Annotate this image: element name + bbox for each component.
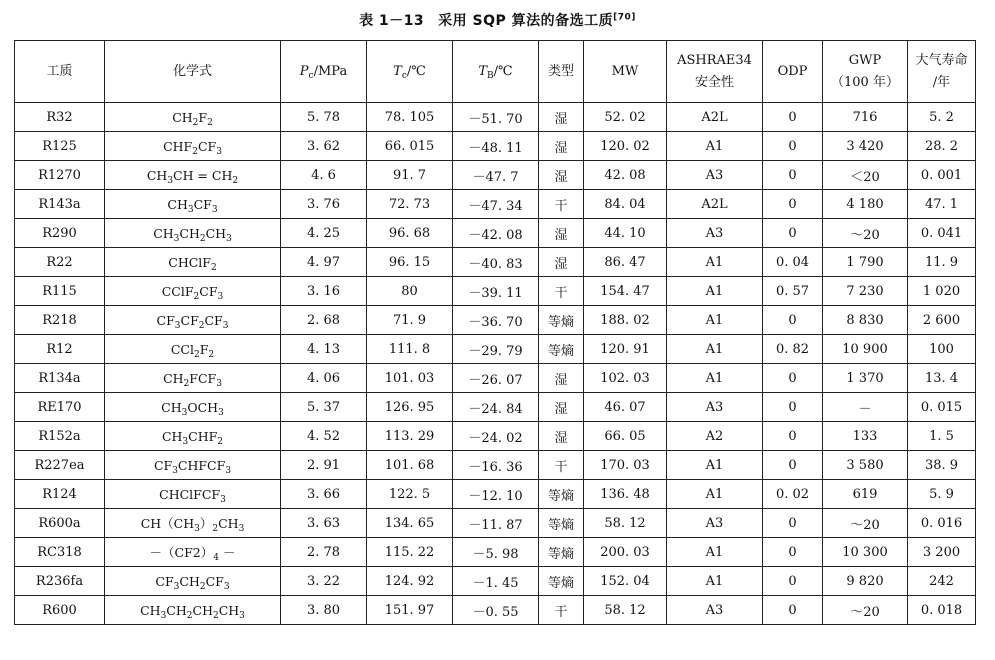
fluid-cell: R218 — [15, 306, 105, 335]
type-cell: 等熵 — [539, 567, 584, 596]
formula-cell: $CH_3OCH_3$ — [105, 393, 281, 422]
gwp-cell: ＜20 — [823, 161, 908, 190]
critical-pressure-cell: 5. 78 — [281, 103, 367, 132]
type-cell: 湿 — [539, 422, 584, 451]
lifetime-cell: 3 200 — [908, 538, 976, 567]
ashrae-cell: A2L — [667, 190, 763, 219]
type-cell: 湿 — [539, 248, 584, 277]
table-row — [15, 596, 976, 625]
reference-mark: [70] — [613, 12, 636, 23]
fluid-cell: R600a — [15, 509, 105, 538]
critical-pressure-cell: 5. 37 — [281, 393, 367, 422]
odp-cell: 0 — [763, 219, 823, 248]
table-row — [15, 190, 976, 219]
critical-temperature-cell: 101. 68 — [367, 451, 453, 480]
gwp-cell: 9 820 — [823, 567, 908, 596]
table-row — [15, 538, 976, 567]
fluid-cell: RC318 — [15, 538, 105, 567]
boiling-temperature-cell: －47. 7 — [453, 161, 539, 190]
boiling-temperature-cell: －16. 36 — [453, 451, 539, 480]
lifetime-cell: 28. 2 — [908, 132, 976, 161]
mw-cell: 44. 10 — [584, 219, 667, 248]
critical-temperature-cell: 71. 9 — [367, 306, 453, 335]
formula-cell: $CCl_2F_2$ — [105, 335, 281, 364]
odp-cell: 0 — [763, 393, 823, 422]
lifetime-cell: 0. 018 — [908, 596, 976, 625]
critical-pressure-cell: 3. 66 — [281, 480, 367, 509]
table-row — [15, 567, 976, 596]
boiling-temperature-cell: －24. 84 — [453, 393, 539, 422]
critical-temperature-cell: 111. 8 — [367, 335, 453, 364]
gwp-cell: 1 370 — [823, 364, 908, 393]
boiling-temperature-cell: －47. 34 — [453, 190, 539, 219]
gwp-cell: 4 180 — [823, 190, 908, 219]
boiling-temperature-cell: －12. 10 — [453, 480, 539, 509]
critical-pressure-cell: 4. 97 — [281, 248, 367, 277]
mw-cell: 42. 08 — [584, 161, 667, 190]
gwp-cell: 10 900 — [823, 335, 908, 364]
lifetime-cell: 0. 016 — [908, 509, 976, 538]
boiling-temperature-cell: －0. 55 — [453, 596, 539, 625]
boiling-temperature-cell: －40. 83 — [453, 248, 539, 277]
formula-cell: $CH_3CF_3$ — [105, 190, 281, 219]
header-mw: MW — [584, 41, 667, 103]
odp-cell: 0 — [763, 567, 823, 596]
fluid-cell: R125 — [15, 132, 105, 161]
odp-cell: 0. 02 — [763, 480, 823, 509]
ashrae-cell: A3 — [667, 509, 763, 538]
lifetime-cell: 5. 9 — [908, 480, 976, 509]
ashrae-cell: A1 — [667, 567, 763, 596]
gwp-cell: 8 830 — [823, 306, 908, 335]
formula-cell: $CH_3CH_2CH_3$ — [105, 219, 281, 248]
odp-cell: 0 — [763, 538, 823, 567]
gwp-cell: 1 790 — [823, 248, 908, 277]
gwp-cell: 3 420 — [823, 132, 908, 161]
type-cell: 湿 — [539, 132, 584, 161]
odp-cell: 0 — [763, 422, 823, 451]
fluid-cell: R152a — [15, 422, 105, 451]
critical-pressure-cell: 4. 25 — [281, 219, 367, 248]
type-cell: 湿 — [539, 161, 584, 190]
critical-temperature-cell: 72. 73 — [367, 190, 453, 219]
ashrae-cell: A3 — [667, 161, 763, 190]
critical-pressure-cell: 3. 76 — [281, 190, 367, 219]
critical-pressure-cell: 2. 78 — [281, 538, 367, 567]
table-row — [15, 393, 976, 422]
mw-cell: 120. 02 — [584, 132, 667, 161]
header-critical-temperature: $T_c/℃$ — [367, 41, 453, 103]
fluid-cell: RE170 — [15, 393, 105, 422]
type-cell: 湿 — [539, 364, 584, 393]
type-cell: 等熵 — [539, 480, 584, 509]
lifetime-cell: 100 — [908, 335, 976, 364]
critical-pressure-cell: 3. 80 — [281, 596, 367, 625]
fluid-cell: R227ea — [15, 451, 105, 480]
fluid-cell: R22 — [15, 248, 105, 277]
critical-temperature-cell: 124. 92 — [367, 567, 453, 596]
header-odp: ODP — [763, 41, 823, 103]
lifetime-cell: 0. 041 — [908, 219, 976, 248]
boiling-temperature-cell: －1. 45 — [453, 567, 539, 596]
table-row — [15, 103, 976, 132]
formula-cell: $CF_3CH_2CF_3$ — [105, 567, 281, 596]
gwp-cell: 7 230 — [823, 277, 908, 306]
lifetime-cell: 1 020 — [908, 277, 976, 306]
odp-cell: 0 — [763, 509, 823, 538]
boiling-temperature-cell: －51. 70 — [453, 103, 539, 132]
lifetime-cell: 2 600 — [908, 306, 976, 335]
mw-cell: 102. 03 — [584, 364, 667, 393]
critical-pressure-cell: 3. 63 — [281, 509, 367, 538]
type-cell: 等熵 — [539, 509, 584, 538]
table-row — [15, 480, 976, 509]
type-cell: 等熵 — [539, 538, 584, 567]
critical-temperature-cell: 91. 7 — [367, 161, 453, 190]
type-cell: 等熵 — [539, 335, 584, 364]
mw-cell: 154. 47 — [584, 277, 667, 306]
header-boiling-temperature: $T_B/℃$ — [453, 41, 539, 103]
lifetime-cell: 0. 015 — [908, 393, 976, 422]
mw-cell: 152. 04 — [584, 567, 667, 596]
critical-pressure-cell: 2. 68 — [281, 306, 367, 335]
ashrae-cell: A2L — [667, 103, 763, 132]
fluid-cell: R236fa — [15, 567, 105, 596]
lifetime-cell: 47. 1 — [908, 190, 976, 219]
gwp-cell: 10 300 — [823, 538, 908, 567]
header-row — [15, 41, 976, 103]
refrigerant-table — [14, 40, 976, 625]
type-cell: 干 — [539, 190, 584, 219]
critical-pressure-cell: 3. 62 — [281, 132, 367, 161]
lifetime-cell: 242 — [908, 567, 976, 596]
ashrae-cell: A3 — [667, 219, 763, 248]
odp-cell: 0. 04 — [763, 248, 823, 277]
header-gwp: GWP （100 年） — [823, 41, 908, 103]
boiling-temperature-cell: －39. 11 — [453, 277, 539, 306]
odp-cell: 0 — [763, 306, 823, 335]
type-cell: 干 — [539, 277, 584, 306]
table-row — [15, 422, 976, 451]
critical-temperature-cell: 113. 29 — [367, 422, 453, 451]
formula-cell: $CF_3CF_2CF_3$ — [105, 306, 281, 335]
formula-cell: $CH_2FCF_3$ — [105, 364, 281, 393]
fluid-cell: R12 — [15, 335, 105, 364]
table-row — [15, 248, 976, 277]
fluid-cell: R134a — [15, 364, 105, 393]
formula-cell: $CClF_2CF_3$ — [105, 277, 281, 306]
odp-cell: 0 — [763, 596, 823, 625]
critical-temperature-cell: 80 — [367, 277, 453, 306]
lifetime-cell: 1. 5 — [908, 422, 976, 451]
mw-cell: 170. 03 — [584, 451, 667, 480]
boiling-temperature-cell: －42. 08 — [453, 219, 539, 248]
critical-temperature-cell: 134. 65 — [367, 509, 453, 538]
table-number: 表 1－13 — [359, 13, 425, 29]
gwp-cell: ～20 — [823, 219, 908, 248]
formula-cell: CHClF$_2$ — [105, 248, 281, 277]
lifetime-cell: 0. 001 — [908, 161, 976, 190]
ashrae-cell: A1 — [667, 306, 763, 335]
formula-cell: $CH_2F_2$ — [105, 103, 281, 132]
formula-cell: $CH_3CH_2CH_2CH_3$ — [105, 596, 281, 625]
mw-cell: 52. 02 — [584, 103, 667, 132]
critical-pressure-cell: 4. 52 — [281, 422, 367, 451]
formula-cell: $CH_3CHF_2$ — [105, 422, 281, 451]
ashrae-cell: A1 — [667, 277, 763, 306]
header-lifetime: 大气寿命 /年 — [908, 41, 976, 103]
fluid-cell: R600 — [15, 596, 105, 625]
boiling-temperature-cell: －24. 02 — [453, 422, 539, 451]
table-row — [15, 161, 976, 190]
header-ashrae: ASHRAE34 安全性 — [667, 41, 763, 103]
odp-cell: 0 — [763, 132, 823, 161]
boiling-temperature-cell: －36. 70 — [453, 306, 539, 335]
formula-cell: $CH_3CH = CH_2$ — [105, 161, 281, 190]
ashrae-cell: A1 — [667, 364, 763, 393]
mw-cell: 84. 04 — [584, 190, 667, 219]
fluid-cell: R115 — [15, 277, 105, 306]
mw-cell: 200. 03 — [584, 538, 667, 567]
table-row — [15, 335, 976, 364]
header-formula: 化学式 — [105, 41, 281, 103]
odp-cell: 0 — [763, 364, 823, 393]
ashrae-cell: A1 — [667, 451, 763, 480]
mw-cell: 58. 12 — [584, 596, 667, 625]
fluid-cell: R1270 — [15, 161, 105, 190]
type-cell: 湿 — [539, 103, 584, 132]
critical-pressure-cell: 3. 16 — [281, 277, 367, 306]
type-cell: 等熵 — [539, 306, 584, 335]
critical-temperature-cell: 151. 97 — [367, 596, 453, 625]
formula-cell: CHClFCF$_3$ — [105, 480, 281, 509]
gwp-cell: 716 — [823, 103, 908, 132]
boiling-temperature-cell: －11. 87 — [453, 509, 539, 538]
ashrae-cell: A1 — [667, 335, 763, 364]
critical-temperature-cell: 101. 03 — [367, 364, 453, 393]
mw-cell: 46. 07 — [584, 393, 667, 422]
table-row — [15, 509, 976, 538]
table-row — [15, 451, 976, 480]
odp-cell: 0 — [763, 161, 823, 190]
type-cell: 湿 — [539, 393, 584, 422]
critical-temperature-cell: 66. 015 — [367, 132, 453, 161]
fluid-cell: R290 — [15, 219, 105, 248]
mw-cell: 120. 91 — [584, 335, 667, 364]
boiling-temperature-cell: －5. 98 — [453, 538, 539, 567]
ashrae-cell: A1 — [667, 480, 763, 509]
ashrae-cell: A1 — [667, 248, 763, 277]
type-cell: 干 — [539, 451, 584, 480]
odp-cell: 0 — [763, 190, 823, 219]
fluid-cell: R124 — [15, 480, 105, 509]
critical-pressure-cell: 4. 13 — [281, 335, 367, 364]
ashrae-cell: A3 — [667, 393, 763, 422]
critical-temperature-cell: 115. 22 — [367, 538, 453, 567]
type-cell: 湿 — [539, 219, 584, 248]
critical-pressure-cell: 4. 6 — [281, 161, 367, 190]
gwp-cell: 133 — [823, 422, 908, 451]
formula-cell: $CHF_2CF_3$ — [105, 132, 281, 161]
gwp-cell: 619 — [823, 480, 908, 509]
mw-cell: 188. 02 — [584, 306, 667, 335]
type-cell: 干 — [539, 596, 584, 625]
critical-temperature-cell: 78. 105 — [367, 103, 453, 132]
mw-cell: 86. 47 — [584, 248, 667, 277]
ashrae-cell: A2 — [667, 422, 763, 451]
critical-pressure-cell: 2. 91 — [281, 451, 367, 480]
odp-cell: 0. 57 — [763, 277, 823, 306]
table-title: 采用 SQP 算法的备选工质 — [438, 13, 614, 29]
lifetime-cell: 11. 9 — [908, 248, 976, 277]
critical-temperature-cell: 96. 15 — [367, 248, 453, 277]
table-row — [15, 364, 976, 393]
lifetime-cell: 5. 2 — [908, 103, 976, 132]
table-row — [15, 277, 976, 306]
table-row — [15, 219, 976, 248]
boiling-temperature-cell: －29. 79 — [453, 335, 539, 364]
mw-cell: 58. 12 — [584, 509, 667, 538]
header-fluid: 工质 — [15, 41, 105, 103]
odp-cell: 0 — [763, 451, 823, 480]
fluid-cell: R143a — [15, 190, 105, 219]
table-caption — [0, 10, 995, 30]
gwp-cell: ～20 — [823, 596, 908, 625]
critical-temperature-cell: 122. 5 — [367, 480, 453, 509]
gwp-cell: 3 580 — [823, 451, 908, 480]
table-row — [15, 132, 976, 161]
ashrae-cell: A3 — [667, 596, 763, 625]
gwp-cell: － — [823, 393, 908, 422]
boiling-temperature-cell: －48. 11 — [453, 132, 539, 161]
odp-cell: 0. 82 — [763, 335, 823, 364]
critical-pressure-cell: 4. 06 — [281, 364, 367, 393]
fluid-cell: R32 — [15, 103, 105, 132]
formula-cell: $-(CF2)_4$ － — [105, 538, 281, 567]
lifetime-cell: 38. 9 — [908, 451, 976, 480]
lifetime-cell: 13. 4 — [908, 364, 976, 393]
header-type: 类型 — [539, 41, 584, 103]
formula-cell: $CF_3CHFCF_3$ — [105, 451, 281, 480]
ashrae-cell: A1 — [667, 132, 763, 161]
mw-cell: 66. 05 — [584, 422, 667, 451]
gwp-cell: ～20 — [823, 509, 908, 538]
odp-cell: 0 — [763, 103, 823, 132]
ashrae-cell: A1 — [667, 538, 763, 567]
header-critical-pressure: $P_c$/MPa — [281, 41, 367, 103]
table-body — [15, 103, 976, 625]
mw-cell: 136. 48 — [584, 480, 667, 509]
table-row — [15, 306, 976, 335]
critical-temperature-cell: 96. 68 — [367, 219, 453, 248]
formula-cell: $CH(CH_3)_2CH_3$ — [105, 509, 281, 538]
critical-temperature-cell: 126. 95 — [367, 393, 453, 422]
critical-pressure-cell: 3. 22 — [281, 567, 367, 596]
boiling-temperature-cell: －26. 07 — [453, 364, 539, 393]
